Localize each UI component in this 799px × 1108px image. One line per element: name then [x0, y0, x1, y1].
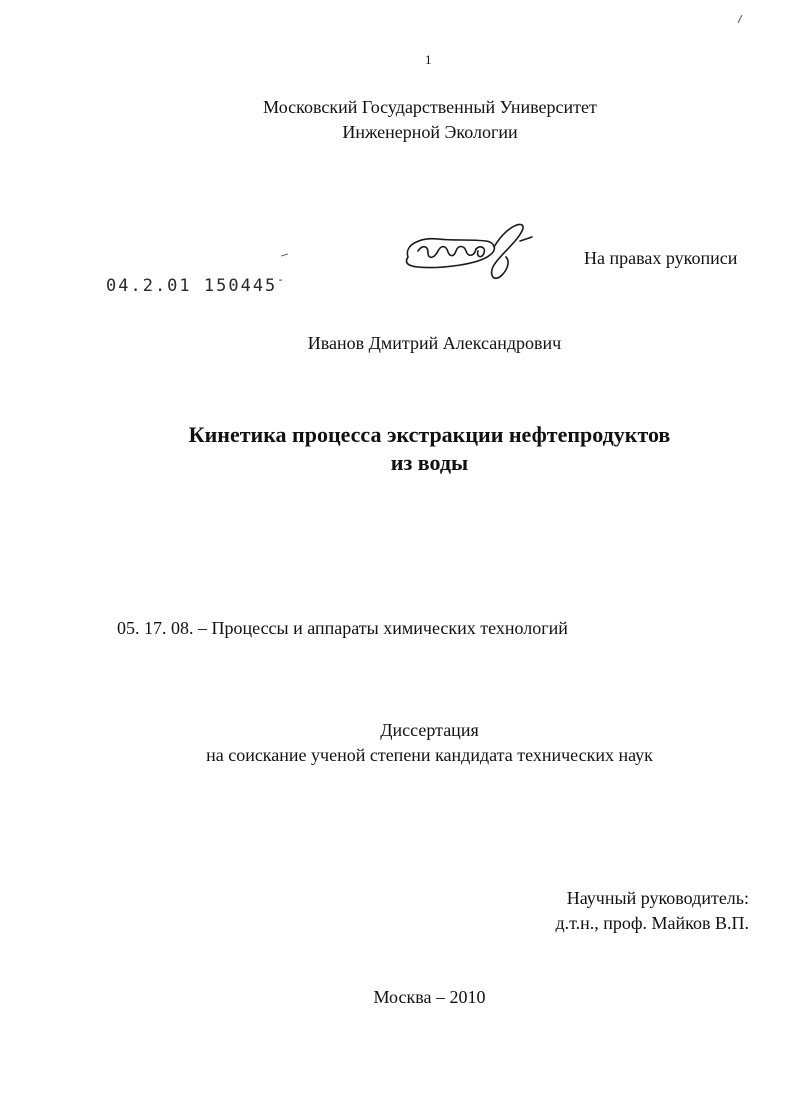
page-number: 1: [425, 52, 432, 67]
catalog-number-main: 04.2.01 150445: [106, 276, 278, 296]
supervisor-name: д.т.н., проф. Майков В.П.: [555, 913, 749, 933]
handwritten-signature: [398, 217, 538, 292]
dissertation-title: [30, 421, 799, 477]
stamp-dash: [281, 253, 289, 257]
title-line-1: Кинетика процесса экстракции нефтепродуктов: [188, 422, 671, 447]
author-name: Иванов Дмитрий Александрович: [307, 333, 562, 353]
university-line-1: Московский Государственный Университет: [263, 97, 597, 117]
corner-mark: [736, 14, 744, 24]
city-year: Москва – 2010: [373, 987, 486, 1007]
university-name: [50, 95, 799, 145]
dissertation-type: [30, 718, 799, 768]
supervisor-label: Научный руководитель:: [566, 888, 749, 908]
title-line-2: из воды: [390, 450, 469, 475]
dissertation-line-2: на соискание ученой степени кандидата технических наук: [206, 745, 653, 765]
catalog-number: [106, 273, 284, 296]
university-line-2: Инженерной Экологии: [342, 122, 518, 142]
catalog-number-mark: -: [277, 273, 284, 286]
rights-notice: На правах рукописи: [584, 248, 738, 268]
specialty-code: 05. 17. 08. – Процессы и аппараты химических технологий: [117, 618, 568, 638]
supervisor-block: [555, 886, 749, 936]
dissertation-line-1: Диссертация: [380, 720, 479, 740]
